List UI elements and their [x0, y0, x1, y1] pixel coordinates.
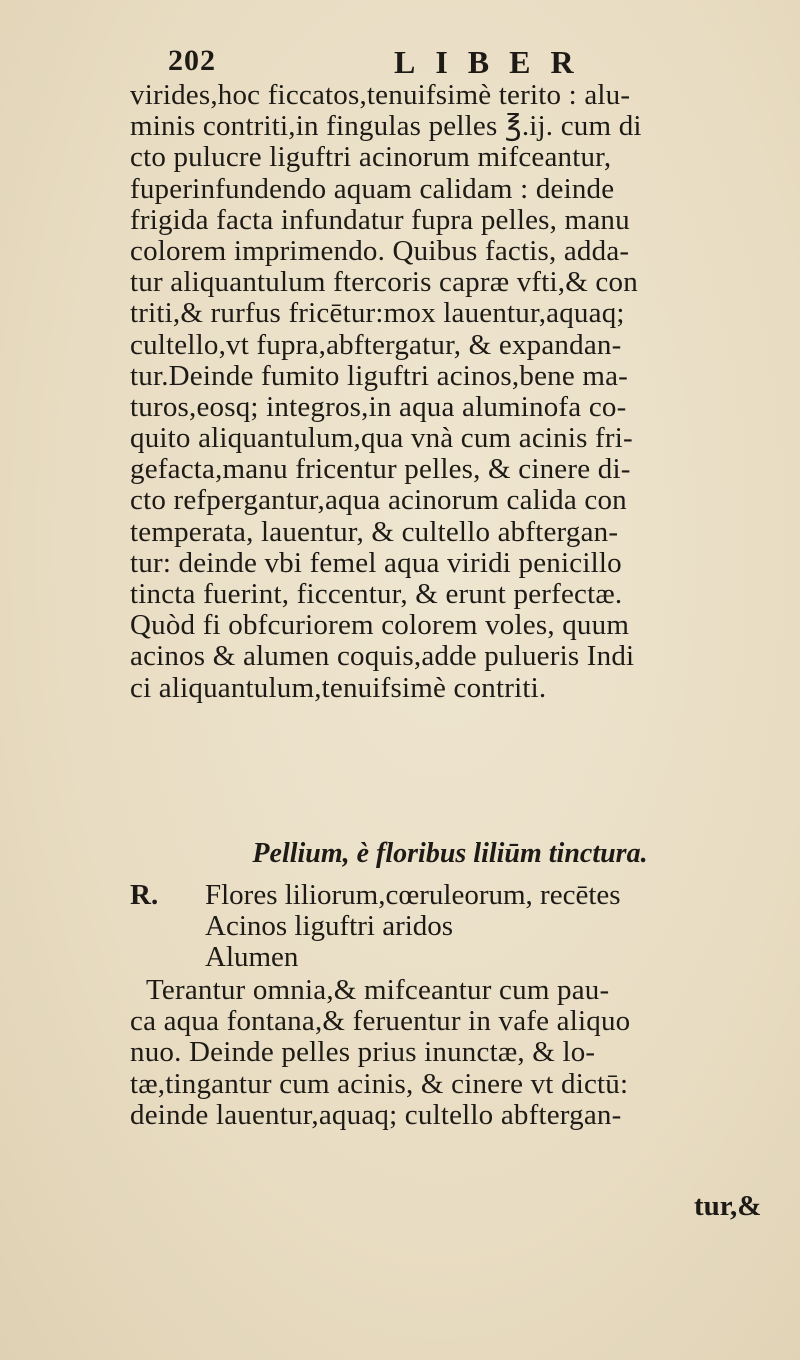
text-line: fuperinfundendo aquam calidam : deinde [130, 172, 615, 205]
recipe-mark: R. [130, 879, 159, 911]
text-line: quito aliquantulum,qua vnà cum acinis fri- [130, 422, 633, 455]
text-line: tur aliquantulum ftercoris capræ vfti,& con [130, 266, 638, 299]
text-line: tæ,tingantur cum acinis, & cinere vt dictū: [130, 1067, 629, 1100]
text-line: ca aqua fontana,& feruentur in vafe aliquo [130, 1005, 631, 1038]
page-header [168, 44, 728, 84]
text-line: turos,eosq; integros,in aqua aluminofa co- [130, 390, 627, 423]
text-line: cto pulucre liguftri acinorum mifceantur, [130, 141, 612, 174]
text-line: ci aliquantulum,tenuifsimè contriti. [130, 671, 547, 704]
text-line: cto refpergantur,aqua acinorum calida con [130, 484, 627, 517]
text-line: temperata, lauentur, & cultello abftergan- [130, 515, 619, 548]
text-line: frigida facta infundatur fupra pelles, manu [130, 203, 630, 236]
recipe-row [130, 880, 770, 911]
text-line: Terantur omnia,& mifceantur cum pau- [146, 974, 610, 1006]
body-text [130, 80, 770, 704]
text-line: minis contriti,in fingulas pelles ℥.ij. cum di [130, 110, 642, 143]
text-line: tur.Deinde fumito liguftri acinos,bene ma- [130, 359, 629, 392]
text-line: gefacta,manu fricentur pelles, & cinere di- [130, 453, 631, 486]
text-line: triti,& rurfus fricētur:mox lauentur,aquaq; [130, 297, 625, 330]
recipe-row [130, 942, 770, 973]
text-line: tur: deinde vbi femel aqua viridi penicillo [130, 546, 622, 579]
text-line: Quòd fi obfcuriorem colorem voles, quum [130, 609, 630, 642]
text-line: colorem imprimendo. Quibus factis, adda- [130, 234, 630, 267]
text-line: tincta fuerint, ficcentur, & erunt perfectæ. [130, 578, 623, 610]
ingredient: Flores liliorum,cœruleorum, recētes [205, 879, 621, 911]
text-line: nuo. Deinde pelles prius inunctæ, & lo- [130, 1036, 596, 1069]
catchword: tur,& [694, 1190, 762, 1222]
text-line: acinos & alumen coquis,adde pulueris Indi [130, 640, 635, 673]
running-head: LIBER [394, 44, 594, 80]
recipe-list [130, 880, 770, 974]
text-line: virides,hoc ficcatos,tenuifsimè terito : alu- [130, 79, 631, 111]
recipe-row [130, 911, 770, 942]
recipe-instructions [130, 975, 770, 1131]
ingredient: Alumen [205, 941, 299, 974]
text-line: deinde lauentur,aquaq; cultello abftergan- [130, 1098, 622, 1131]
page-number: 202 [168, 44, 216, 77]
text-line: cultello,vt fupra,abftergatur, & expandan- [130, 328, 622, 361]
section-heading: Pellium, è floribus liliūm tinctura. [252, 838, 648, 869]
ingredient: Acinos liguftri aridos [205, 910, 454, 943]
